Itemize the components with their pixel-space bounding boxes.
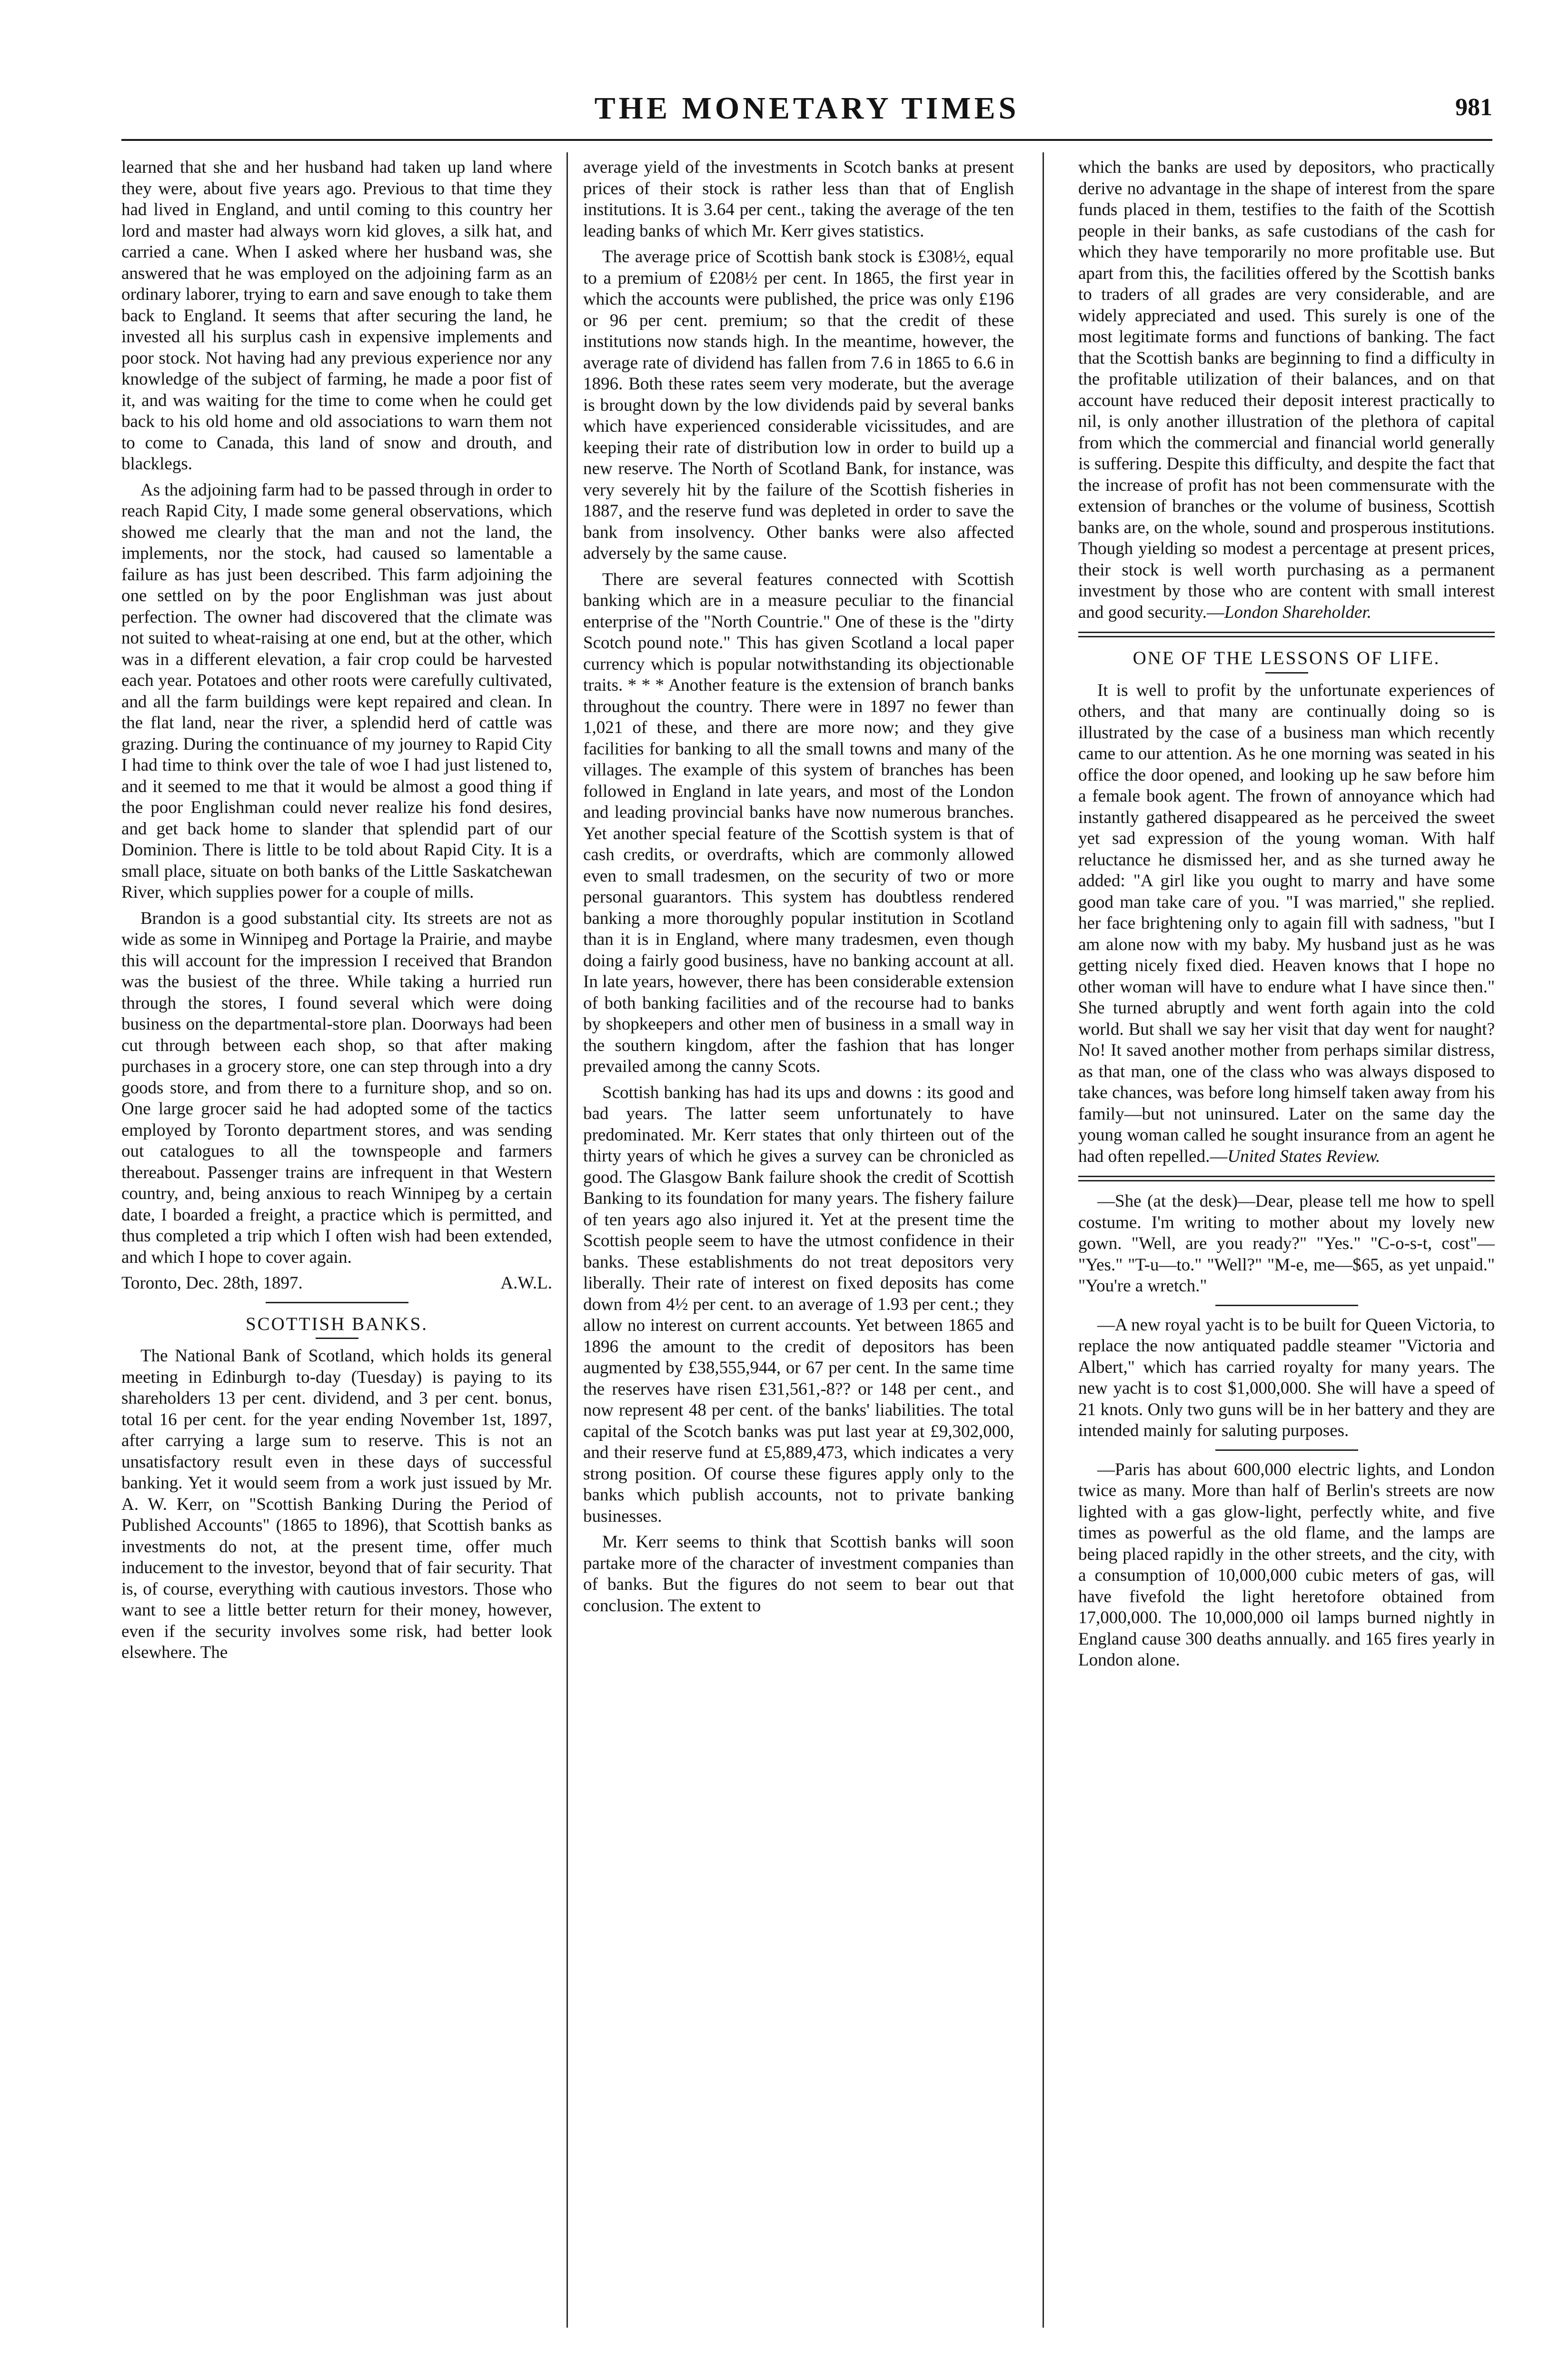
- publication-title: THE MONETARY TIMES: [594, 91, 1020, 126]
- article-paragraph: The average price of Scottish bank stock is £308½, equal to a premium of £208½ per cent. In 1865, the first year in which the accounts were published, the price was only £196 or 96 per cent. premium; so that the credit of these institutions now stands high. In the meantime, however, the average rate of dividend has fallen from 7.6 in 1865 to 6.6 in 1896. Both these rates seem very moderate, but the average is brought down by the low dividends paid by several banks which have experienced considerable vicissitudes, and are keeping their rate of distribution low in order to build up a new reserve. The North of Scotland Bank, for instance, was very severely hit by the failure of the Scottish fisheries in 1887, and the reserve fund was depleted in order to save the bank from insolvency. Other banks were also affected adversely by the same cause.: [583, 247, 1014, 563]
- article-heading-lessons-of-life: ONE OF THE LESSONS OF LIFE.: [1133, 648, 1441, 668]
- article-text: which the banks are used by depositors, who practically derive no advantage in the shape of interest from the spare funds placed in them, testifies to the faith of the Scottish people in their banks, as safe custodians of the cash for which they have temporarily no more profitable use. But apart from this, the facilities offered by the Scottish banks to traders of all grades are very considerable, and are widely appreciated and used. This surely is one of the most legitimate forms and functions of banking. The fact that the Scottish banks are beginning to find a difficulty in the profitable utilization of their balances, and on that account have reduced their deposit interest practically to nil, is only another illustration of the plethora of capital from which the commercial and financial world generally is suffering. Despite this difficulty, and despite the fact that the increase of profit has not been commensurate with the extension of branches or the volume of business, Scottish banks are, on the whole, sound and prosperous institutions. Though yielding so modest a percentage at present prices, their stock is well worth purchasing as a permanent investment by those who are content with small interest and good security.—: [1078, 158, 1495, 622]
- article-signature: A.W.L.: [500, 1273, 552, 1293]
- article-paragraph: Scottish banking has had its ups and downs : its good and bad years. The latter seem unfortunately to have predominated. Mr. Kerr states that only thirteen out of the thirty years of which he gives a survey can be chronicled as good. The Glasgow Bank failure shook the credit of Scottish Banking to its foundation for many years. The fishery failure of ten years ago also injured it. Yet at the present time the Scottish people seem to have the utmost confidence in their banks. These establishments do not treat depositors very liberally. Their rate of interest on fixed deposits has come down from 4½ per cent. to an average of 1.93 per cent.; they allow no interest on current accounts. Yet between 1865 and 1896 the amount to the credit of depositors has been augmented by £38,555,944, or 67 per cent. In the same time the reserves have risen £31,561,-8?? or 148 per cent., and now represent 48 per cent. of the banks' liabilities. The total capital of the Scotch banks was put last year at £9,302,000, and their reserve fund at £5,889,473, which indicates a very strong position. Of course these figures apply only to the banks which publish accounts, not to private banking businesses.: [583, 1082, 1014, 1526]
- page-number: 981: [1455, 94, 1492, 121]
- column-divider: [1043, 152, 1044, 2328]
- article-paragraph: [1078, 680, 1495, 1168]
- article-paragraph: As the adjoining farm had to be passed through in order to reach Rapid City, I made some general observations, which showed me clearly that the man and not the land, the implements, nor the stock, had caused so lamentable a failure as has just been described. This farm adjoining the one settled on by the poor Englishman was just about perfection. The owner had discovered that the climate was not suited to wheat-raising at one end, but at the other, which was in a different elevation, a fair crop could be harvested each year. Potatoes and other roots were carefully cultivated, and all the farm buildings were kept repaired and clean. In the flat land, near the river, a splendid herd of cattle was grazing. During the continuance of my journey to Rapid City I had time to think over the tale of woe I had just listened to, and it seemed to me that it would be almost a good thing if the poor Englishman could never realize his fond desires, and get back home to slander that splendid part of our Dominion. There is little to be told about Rapid City. It is a small place, situate on both banks of the Little Saskatchewan River, which supplies power for a couple of mills.: [121, 480, 552, 902]
- item-separator: [1215, 1449, 1358, 1451]
- article-paragraph: average yield of the investments in Scotch banks at present prices of their stock is rather less than that of English institutions. It is 3.64 per cent., taking the average of the ten leading banks of which Mr. Kerr gives statistics.: [583, 158, 1014, 241]
- article-paragraph: Brandon is a good substantial city. Its streets are not as wide as some in Winnipeg and Portage la Prairie, and maybe this will account for the impression I received that Brandon was the busiest of the three. While taking a hurried run through the stores, I found several which were doing business on the departmental-store plan. Doorways had been cut through between each shop, so that after making purchases in a grocery store, one can step through into a dry goods store, and from there to a furniture shop, and so on. One large grocer said he had adopted some of the tactics employed by Toronto department stores, and was sending out catalogues to all the townspeople and farmers thereabout. Passenger trains are infrequent in that Western country, and, being anxious to reach Winnipeg by a certain date, I boarded a freight, a practice which is permitted, and thus completed a trip which I often wish had been extended, and which I hope to cover again.: [121, 908, 552, 1267]
- heading-rule: [1265, 672, 1308, 674]
- news-item: —A new royal yacht is to be built for Queen Victoria, to replace the now antiquated paddle steamer "Victoria and Albert," which has carried royalty for many years. The new yacht is to cost $1,000,000. She will have a speed of 21 knots. Only two guns will be in her battery and they are intended mainly for saluting purposes.: [1078, 1315, 1495, 1440]
- middle-column: [583, 157, 1014, 2328]
- right-column: [1078, 157, 1495, 2328]
- news-item: —She (at the desk)—Dear, please tell me how to spell costume. I'm writing to mother about my lovely new gown. "Well, are you ready?" "Yes." "C-o-s-t, cost"— "Yes." "T-u—to." "Well?" "M-e, me—$65, as yet unpaid." "You're a wretch.": [1078, 1191, 1495, 1296]
- column-divider: [566, 152, 568, 2328]
- masthead: [121, 90, 1492, 133]
- left-column: [121, 157, 552, 2328]
- article-paragraph: [1078, 157, 1495, 623]
- article-separator: [1078, 1176, 1495, 1181]
- article-dateline: Toronto, Dec. 28th, 1897.: [121, 1273, 303, 1293]
- article-text: It is well to profit by the unfortunate experiences of others, and that many are continually doing so is illustrated by the case of a business man which recently came to our attention. As he one morning was seated in his office the door opened, and looking up he saw before him a female book agent. The frown of annoyance which had instantly gathered disappeared as he perceived the sweet yet sad expression of the young woman. With half reluctance he dismissed her, and as she turned away he added: "A girl like you ought to marry and have some good man take care of you. "I was married," she replied. her face brightening only to again fill with sadness, "but I am alone now with my baby. My husband just as he was getting nicely fixed died. Heaven knows that I hope no other woman will have to endure what I have since then." She turned abruptly and went forth again into the cold world. But shall we say her visit that day went for naught? No! It saved another mother from perhaps similar distress, as that man, one of the class who was always disposed to take chances, was before long himself taken away from his family—but not uninsured. Later on the same day the young woman called he sought insurance from an agent he had often repelled.—: [1078, 680, 1495, 1166]
- article-paragraph: The National Bank of Scotland, which holds its general meeting in Edinburgh to-day (Tuesday) is paying to its shareholders 13 per cent. dividend, and 3 per cent. bonus, total 16 per cent. for the year ending November 1st, 1897, after carrying a large sum to reserve. This is not an unsatisfactory result even in these days of successful banking. Yet it would seem from a work just issued by Mr. A. W. Kerr, on "Scottish Banking During the Period of Published Accounts" (1865 to 1896), that Scottish banks as investments do not, at the present time, offer much inducement to the investor, beyond that of fair security. That is, of course, everything with cautious investors. Those who want to see a little better return for their money, however, even if the security involves some risk, had better look elsewhere. The: [121, 1346, 552, 1662]
- header-rule: [121, 139, 1492, 141]
- article-signoff: [121, 1273, 552, 1294]
- article-credit: United States Review.: [1227, 1146, 1381, 1166]
- article-paragraph: learned that she and her husband had taken up land where they were, about five years ago. Previous to that time they had lived in England, and until coming to this country her lord and master had always worn kid gloves, a silk hat, and carried a cane. When I asked where her husband was, she answered that he was employed on the adjoining farm as an ordinary laborer, trying to earn and save enough to take them back to England. It seems that after securing the land, he invested all his surplus cash in expensive implements and poor stock. Not having had any previous experience nor any knowledge of the subject of farming, he made a poor fist of it, and was waiting for the time to come when he could get back to his old home and old associations to warn them not to come to Canada, this land of snow and drouth, and blacklegs.: [121, 158, 552, 474]
- article-separator: [1078, 632, 1495, 637]
- article-credit: London Shareholder.: [1224, 602, 1371, 622]
- article-heading-scottish-banks: SCOTTISH BANKS.: [245, 1313, 428, 1334]
- news-item: —Paris has about 600,000 electric lights, and London twice as many. More than half of Berlin's streets are now lighted with a gas glow-light, perfectly white, and five times as powerful as the old flame, and the lamps are being placed rapidly in the other streets, and the city, with a consumption of 10,000,000 cubic meters of gas, will have fivefold the light heretofore obtained from 17,000,000. The 10,000,000 oil lamps burned nightly in England cause 300 deaths annually. and 165 fires yearly in London alone.: [1078, 1459, 1495, 1670]
- article-paragraph: There are several features connected with Scottish banking which are in a measure peculiar to the financial enterprise of the "North Countrie." One of these is the "dirty Scotch pound note." This has given Scotland a local paper currency which is popular notwithstanding its objectionable traits. * * * Another feature is the extension of branch banks throughout the country. There were in 1897 no fewer than 1,021 of these, and there are more now; and they give facilities for banking to all the small towns and many of the villages. The example of this system of branches has been followed in England in late years, and most of the London and leading provincial banks have now numerous branches. Yet another special feature of the Scottish system is that of cash credits, or overdrafts, which are commonly allowed even to small tradesmen, on the security of two or more personal guarantors. This system has doubtless rendered banking a more thoroughly popular institution in Scotland than it is in England, where many tradesmen, even though doing a fairly good business, have no banking account at all. In late years, however, there has been considerable extension of both banking facilities and of the recourse had to banks by shopkeepers and other men of business in a small way in the southern kingdom, after the fashion that has longer prevailed among the canny Scots.: [583, 569, 1014, 1076]
- article-end-rule: [266, 1302, 408, 1303]
- article-paragraph: Mr. Kerr seems to think that Scottish banks will soon partake more of the character of investment companies than of banks. But the figures do not seem to bear out that conclusion. The extent to: [583, 1532, 1014, 1616]
- item-separator: [1215, 1305, 1358, 1306]
- heading-rule: [316, 1338, 358, 1339]
